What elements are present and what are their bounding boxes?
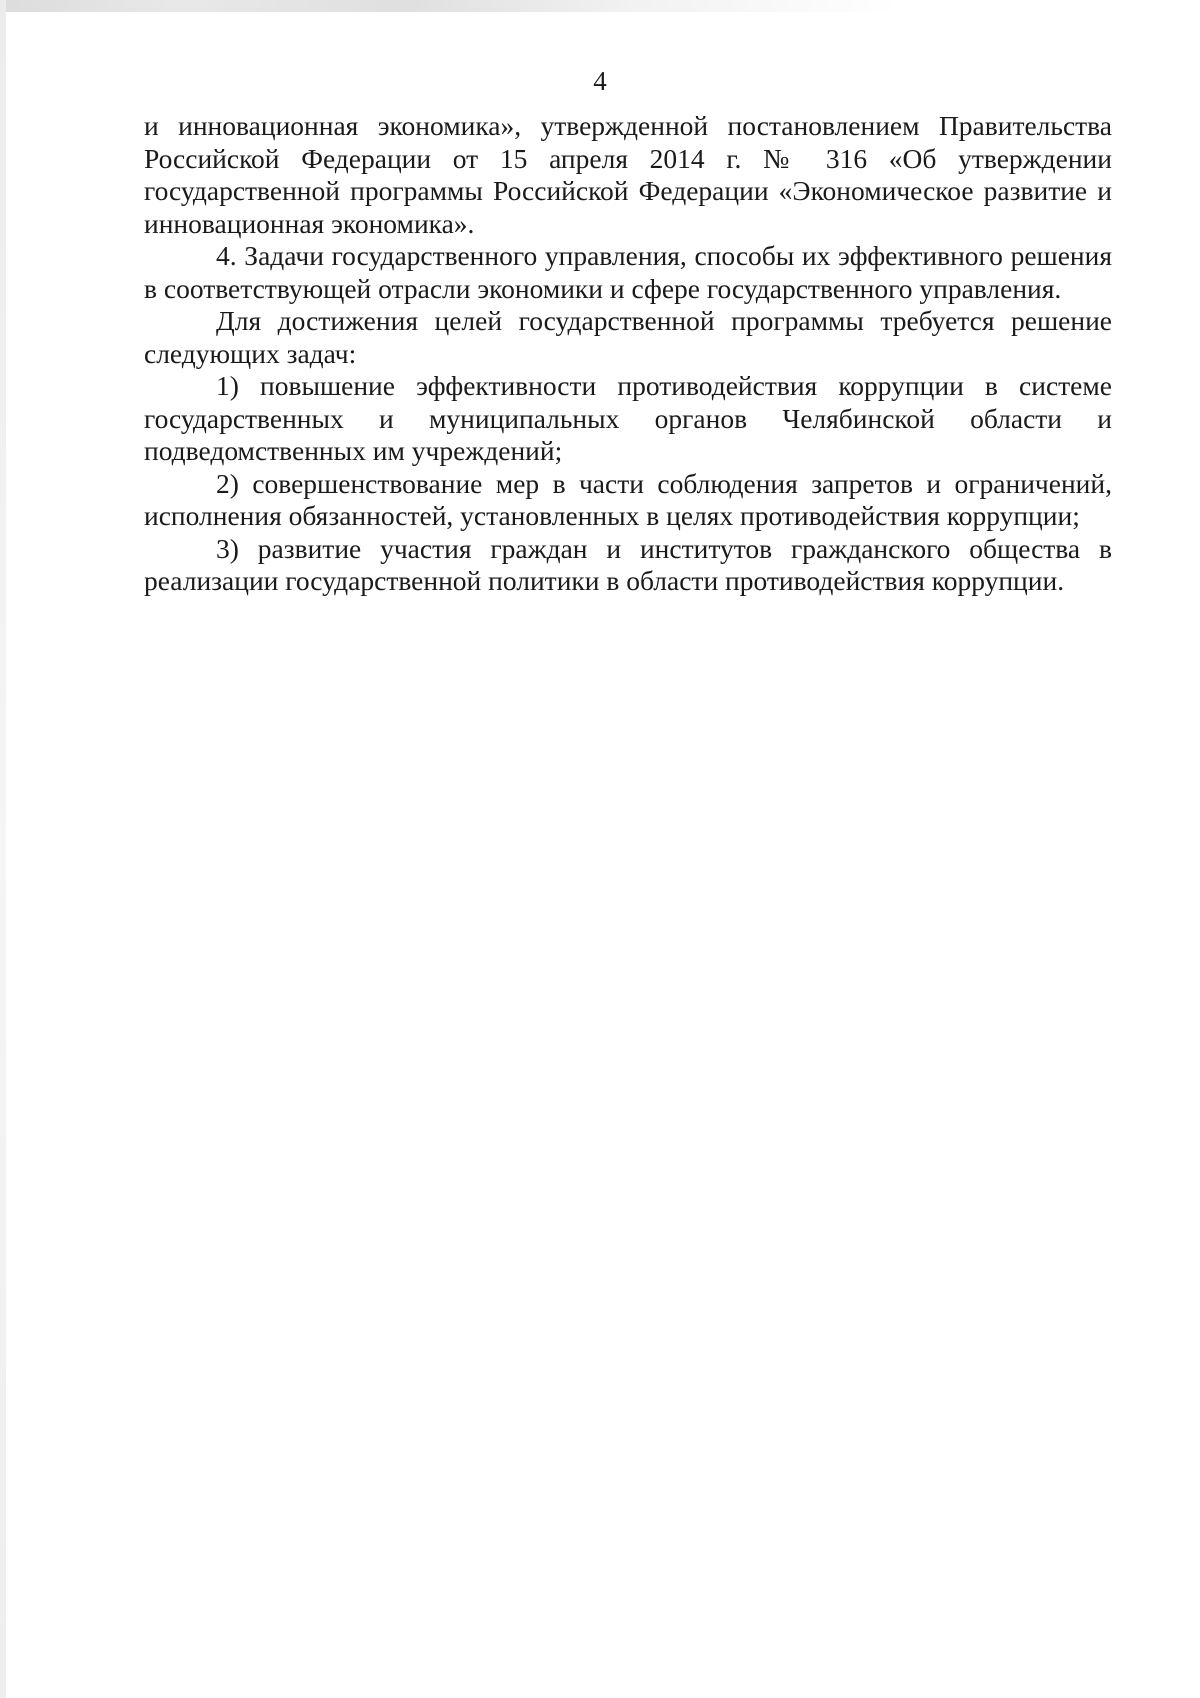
paragraph-section-4-heading: 4. Задачи государственного управления, способы их эффективного решения в соответствующей отрасли экономики и сфере государственного управления. <box>144 240 1112 304</box>
paragraph-task-2: 2) совершенствование мер в части соблюдения запретов и ограничений, исполнения обязанностей, установленных в целях противодействия коррупции; <box>144 467 1112 531</box>
paragraph-continuation: и инновационная экономика», утвержденной постановлением Правительства Российской Федерации от 15 апреля 2014 г. № 316 «Об утверждении государственной программы Российской Федерации «Экономическое развитие и инновационная экономика». <box>144 110 1112 239</box>
paragraph-goals-intro: Для достижения целей государственной программы требуется решение следующих задач: <box>144 305 1112 369</box>
document-body <box>144 110 1112 598</box>
scan-artifact-left <box>0 0 6 1698</box>
paragraph-task-1: 1) повышение эффективности противодействия коррупции в системе государственных и муниципальных органов Челябинской области и подведомственных им учреждений; <box>144 370 1112 466</box>
paragraph-task-3: 3) развитие участия граждан и институтов гражданского общества в реализации государственной политики в области противодействия коррупции. <box>144 532 1112 596</box>
page-number: 4 <box>593 66 607 96</box>
scan-artifact-top <box>0 0 900 12</box>
